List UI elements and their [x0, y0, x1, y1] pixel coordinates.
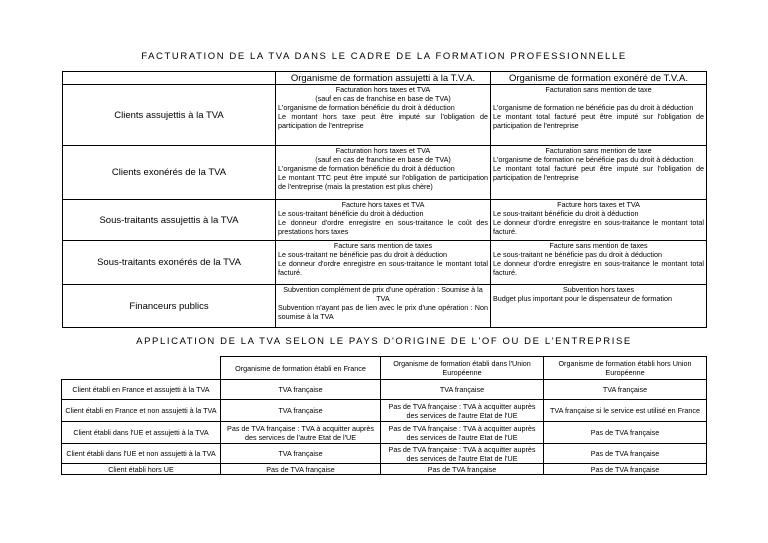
table2-cell: Pas de TVA française : TVA à acquitter auprès des services de l'autre Etat de l'UE	[381, 400, 544, 422]
cell-line: Facture hors taxes et TVA	[557, 200, 640, 209]
table2-cell: Pas de TVA française	[221, 464, 381, 475]
table1-cell-col2	[491, 85, 707, 146]
cell-line: Le donneur d'ordre enregistre en sous-traitance le montant total facturé.	[493, 218, 704, 237]
table1-header-assujetti: Organisme de formation assujetti à la T.V.A.	[276, 72, 491, 85]
cell-line: Facture sans mention de taxes	[549, 241, 648, 250]
table2-row-label: Client établi hors UE	[62, 464, 221, 475]
table1-cell-col1	[276, 200, 491, 241]
table2-cell: TVA française	[381, 380, 544, 400]
table2-row	[62, 422, 707, 444]
cell-line: Le sous-traitant bénéficie du droit à déduction	[493, 209, 639, 219]
cell-line: Facturation hors taxes et TVA	[335, 146, 431, 155]
table2-header-empty	[62, 357, 221, 380]
table2-header-hors-ue: Organisme de formation établi hors Union Européenne	[544, 357, 707, 380]
cell-line: Le sous-traitant ne bénéficie pas du droit à déduction	[493, 250, 663, 260]
cell-line: Subvention n'ayant pas de lien avec le prix d'une opération : Non soumise à la TVA	[278, 303, 488, 322]
vat-invoicing-table	[62, 71, 707, 328]
table1-header-row	[63, 72, 707, 85]
table1-row-label: Sous-traitants assujettis à la TVA	[63, 200, 276, 241]
table1-row	[63, 200, 707, 241]
table1-cell-col1	[276, 241, 491, 285]
table2-header-france: Organisme de formation établi en France	[221, 357, 381, 380]
table1-cell-col2	[491, 285, 707, 328]
table1-title: FACTURATION DE LA TVA DANS LE CADRE DE LA FORMATION PROFESSIONNELLE	[141, 51, 627, 62]
cell-line: L'organisme de formation bénéficie du droit à déduction	[278, 164, 455, 174]
table1-header-empty	[63, 72, 276, 85]
cell-line: L'organisme de formation bénéficie du droit à déduction	[278, 103, 455, 113]
table2-row-label: Client établi en France et assujetti à la TVA	[62, 380, 221, 400]
table2-row-label: Client établi dans l'UE et non assujetti à la TVA	[62, 444, 221, 464]
table2-row	[62, 464, 707, 475]
cell-line: L'organisme de formation ne bénéficie pas du droit à déduction	[493, 103, 694, 113]
table2-row-label: Client établi dans l'UE et assujetti à la TVA	[62, 422, 221, 444]
table2-row-label: Client établi en France et non assujetti à la TVA	[62, 400, 221, 422]
cell-line: Subvention hors taxes	[562, 285, 635, 294]
cell-line: Subvention complément de prix d'une opération : Soumise à la TVA	[283, 285, 483, 304]
cell-line: Facturation sans mention de taxe	[545, 146, 652, 155]
table2-header-row	[62, 357, 707, 380]
cell-line: Le montant total facturé peut être imputé sur l'obligation de participation de l'entreprise	[493, 112, 704, 131]
cell-line: Le donneur d'ordre enregistre en sous-traitance le montant total facturé.	[493, 259, 704, 278]
table2-row	[62, 444, 707, 464]
cell-line: Le sous-traitant ne bénéficie pas du droit à déduction	[278, 250, 448, 260]
cell-line: Facturation hors taxes et TVA	[335, 85, 431, 94]
table2-cell: TVA française	[221, 400, 381, 422]
table1-cell-col2	[491, 200, 707, 241]
table2-cell: TVA française	[221, 380, 381, 400]
table1-cell-col2	[491, 146, 707, 200]
cell-line: Le montant hors taxe peut être imputé sur l'obligation de participation de l'entreprise	[278, 112, 488, 131]
table1-row	[63, 241, 707, 285]
table2-header-ue: Organisme de formation établi dans l'Union Européenne	[381, 357, 544, 380]
cell-line	[493, 94, 704, 103]
cell-line: (sauf en cas de franchise en base de TVA)	[315, 155, 451, 165]
table1-row	[63, 85, 707, 146]
table2-cell: Pas de TVA française	[544, 422, 707, 444]
cell-line: Facture hors taxes et TVA	[341, 200, 425, 209]
cell-line: Le montant TTC peut être imputé sur l'obligation de participation de l'entreprise (mais la prestation est plus chère)	[278, 173, 488, 192]
table2-cell: Pas de TVA française : TVA à acquitter auprès des services de l'autre Etat de l'UE	[221, 422, 381, 444]
table2-cell: TVA française	[544, 380, 707, 400]
table1-cell-col1	[276, 85, 491, 146]
table1-cell-col1	[276, 285, 491, 328]
cell-line: Le sous-traitant bénéficie du droit à déduction	[278, 209, 424, 219]
table2-cell: Pas de TVA française	[381, 464, 544, 475]
table2-title: APPLICATION DE LA TVA SELON LE PAYS D'ORIGINE DE L'OF OU DE L'ENTREPRISE	[136, 336, 632, 347]
cell-line: Le montant total facturé peut être imputé sur l'obligation de participation de l'entreprise	[493, 164, 704, 183]
cell-line: (sauf en cas de franchise en base de TVA)	[315, 94, 451, 104]
table1-row-label: Clients exonérés de la TVA	[63, 146, 276, 200]
cell-line: Facture sans mention de taxes	[333, 241, 433, 250]
vat-by-country-table	[61, 356, 707, 475]
table2-cell: Pas de TVA française : TVA à acquitter auprès des services de l'autre Etat de l'UE	[381, 422, 544, 444]
table1-cell-col1	[276, 146, 491, 200]
cell-line: Le donneur d'ordre enregistre en sous-traitance le coût des prestations hors taxes	[278, 218, 488, 237]
cell-line: Le donneur d'ordre enregistre en sous-traitance le montant total facturé.	[278, 259, 488, 278]
table1-row	[63, 285, 707, 328]
table2-row	[62, 380, 707, 400]
table2-cell: Pas de TVA française	[544, 464, 707, 475]
cell-line: L'organisme de formation ne bénéficie pas du droit à déduction	[493, 155, 694, 165]
table2-row	[62, 400, 707, 422]
table1-row	[63, 146, 707, 200]
table2-cell: TVA française si le service est utilisé en France	[544, 400, 707, 422]
table1-cell-col2	[491, 241, 707, 285]
table1-row-label: Sous-traitants exonérés de la TVA	[63, 241, 276, 285]
table1-row-label: Financeurs publics	[63, 285, 276, 328]
table2-cell: TVA française	[221, 444, 381, 464]
cell-line: Facturation sans mention de taxe	[545, 85, 652, 94]
table2-cell: Pas de TVA française	[544, 444, 707, 464]
table1-row-label: Clients assujettis à la TVA	[63, 85, 276, 146]
table1-header-exonere: Organisme de formation exonéré de T.V.A.	[491, 72, 707, 85]
cell-line: Budget plus important pour le dispensateur de formation	[493, 294, 672, 304]
table2-cell: Pas de TVA française : TVA à acquitter auprès des services de l'autre Etat de l'UE	[381, 444, 544, 464]
